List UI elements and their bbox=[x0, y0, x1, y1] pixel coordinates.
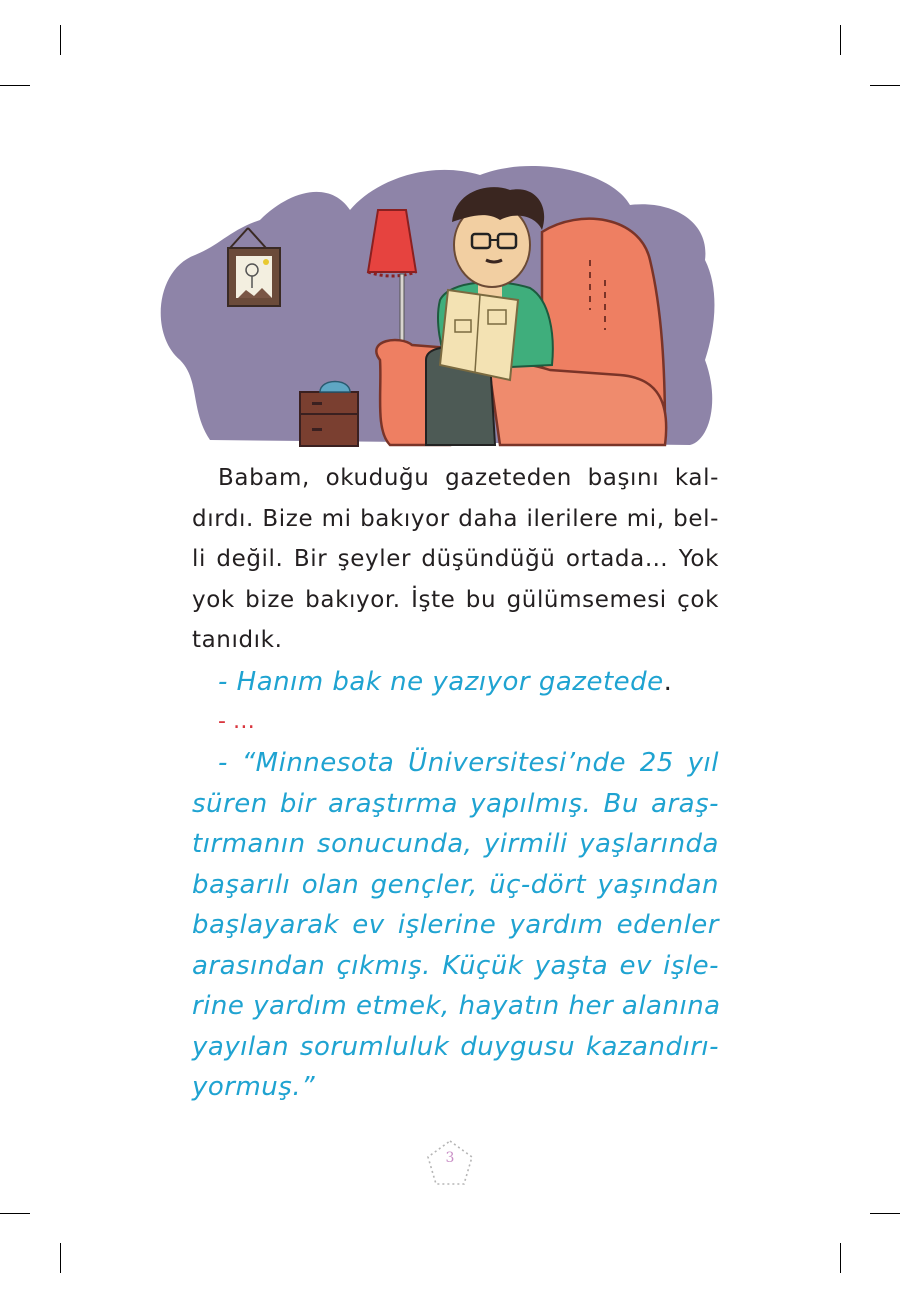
quote-line: yormuş.” bbox=[192, 1072, 316, 1102]
quote-line: başarılı olan gençler, üç-dört yaşından bbox=[192, 869, 719, 900]
crop-mark bbox=[60, 25, 61, 55]
page-number: 3 bbox=[445, 1150, 455, 1166]
quote-line: başlayarak ev işlerine yardım edenler bbox=[192, 910, 719, 940]
dialog-line-1 bbox=[192, 662, 719, 703]
dialog-quote bbox=[192, 743, 719, 1108]
dialog-text: - Hanım bak ne yazıyor gazetede bbox=[218, 667, 664, 697]
crop-mark bbox=[870, 85, 900, 86]
paragraph-line: dırdı. Bize mi bakıyor daha ilerilere mi, bel- bbox=[192, 505, 719, 532]
dialog-ellipsis: - … bbox=[218, 709, 255, 734]
crop-mark bbox=[0, 85, 30, 86]
quote-line: arasından çıkmış. Küçük yaşta ev işle- bbox=[192, 950, 719, 981]
story-paragraph bbox=[192, 458, 719, 661]
crop-mark bbox=[870, 1213, 900, 1214]
quote-line: yayılan sorumluluk duygusu kazandırı- bbox=[192, 1031, 719, 1062]
paragraph-line: Babam, okuduğu gazeteden başını kal- bbox=[218, 465, 719, 491]
paragraph-line: tanıdık. bbox=[192, 627, 283, 653]
side-table bbox=[300, 382, 358, 447]
crop-mark bbox=[840, 25, 841, 55]
quote-line: rine yardım etmek, hayatın her alanına bbox=[192, 991, 721, 1021]
crop-mark bbox=[0, 1213, 30, 1214]
quote-line: - “Minnesota Üniversitesi’nde 25 yıl bbox=[218, 748, 719, 778]
quote-line: tırmanın sonucunda, yirmili yaşlarında bbox=[192, 829, 719, 859]
paragraph-line: yok bize bakıyor. İşte bu gülümsemesi çok bbox=[192, 586, 719, 613]
dialog-period: . bbox=[663, 667, 673, 697]
quote-line: süren bir araştırma yapılmış. Bu araş- bbox=[192, 788, 719, 819]
paragraph-line: li değil. Bir şeyler düşündüğü ortada… Yok bbox=[192, 546, 719, 572]
crop-mark bbox=[840, 1243, 841, 1273]
crop-mark bbox=[60, 1243, 61, 1273]
father-reading-newspaper-illustration bbox=[150, 160, 720, 450]
